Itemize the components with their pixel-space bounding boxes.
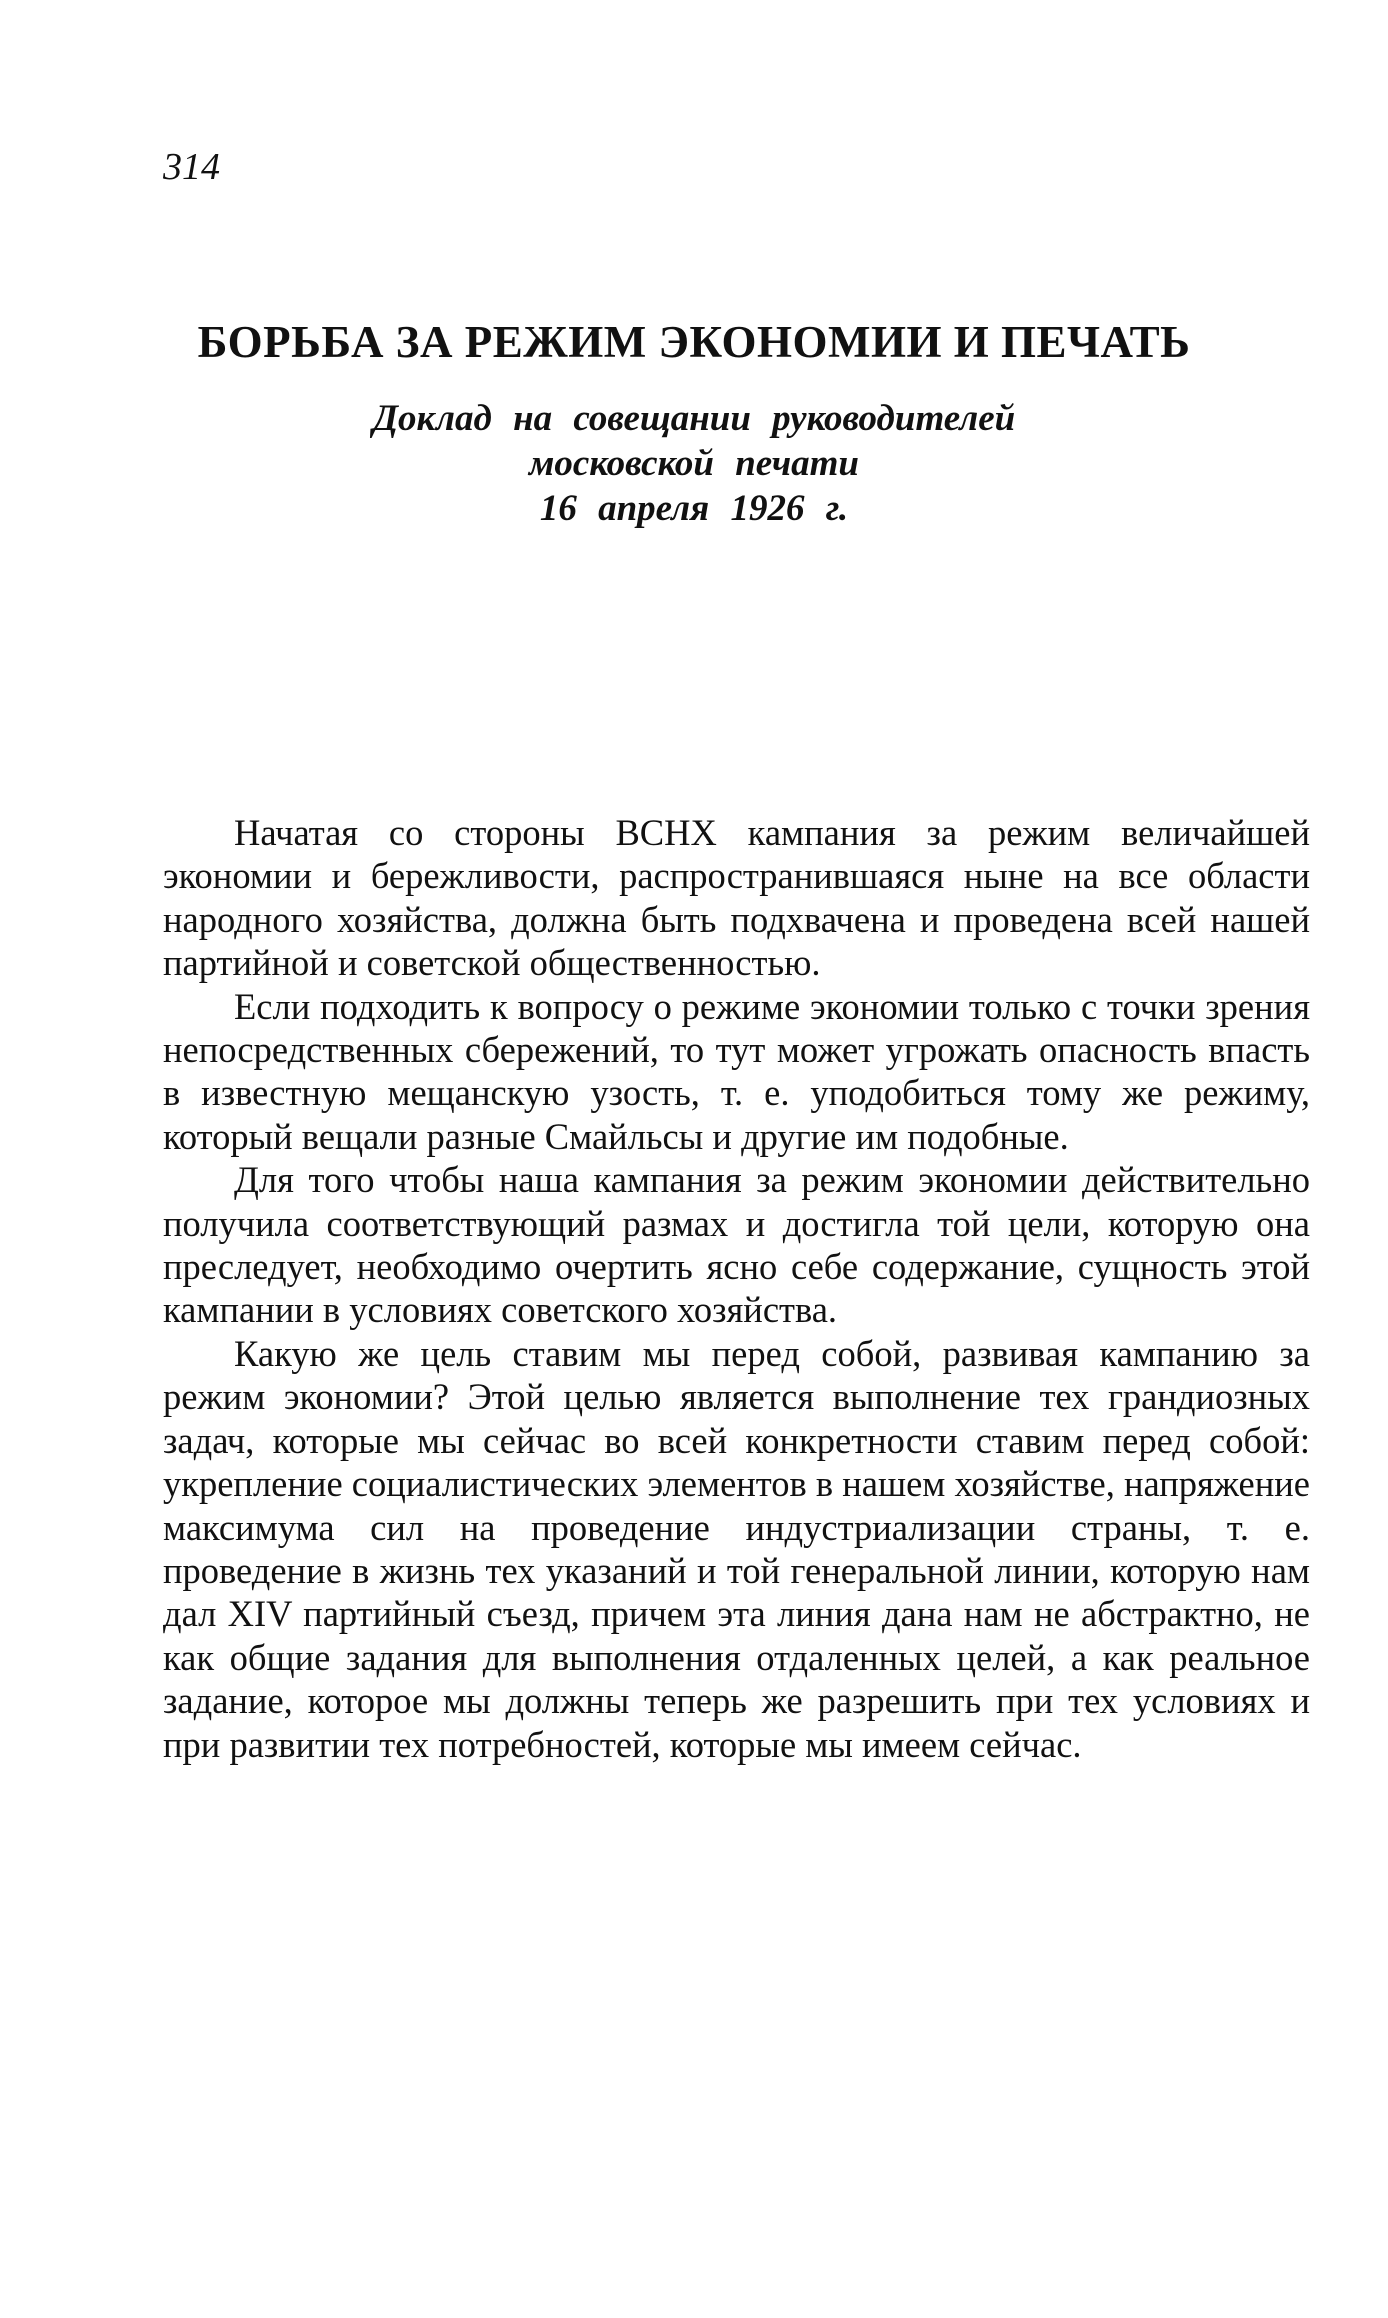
article-title: БОРЬБА ЗА РЕЖИМ ЭКОНОМИИ И ПЕЧАТЬ	[197, 317, 1191, 367]
article-subtitle	[0, 396, 1388, 531]
subtitle-line-2: московской печати	[528, 443, 860, 484]
subtitle-line-1: Доклад на совещании руководителей	[372, 398, 1016, 439]
paragraph-2: Если подходить к вопросу о режиме экономии только с точки зрения непосредственных сбережений, то тут может угрожать опасность впасть в известную мещанскую узость, т. е. уподобиться тому же режиму, который вещали разные Смайльсы и другие им подобные.	[163, 985, 1310, 1157]
subtitle-line-3: 16 апреля 1926 г.	[539, 488, 849, 529]
paragraph-1: Начатая со стороны ВСНХ кампания за режим величайшей экономии и бережливости, распространившаяся ныне на все области народного хозяйства, должна быть подхвачена и проведена всей нашей партийной и советской общественностью.	[163, 812, 1310, 984]
page-number: 314	[163, 146, 220, 188]
paragraph-4: Какую же цель ставим мы перед собой, развивая кампанию за режим экономии? Этой целью является выполнение тех грандиозных задач, которые мы сейчас во всей конкретности ставим перед собой: укрепление социалистических элементов в нашем хозяйстве, напряжение максимума сил на проведение индустриализации страны, т. е. проведение в жизнь тех указаний и той генеральной линии, которую нам дал XIV партийный съезд, причем эта линия дана нам не абстрактно, не как общие задания для выполнения отдаленных целей, а как реальное задание, которое мы должны теперь же разрешить при тех условиях и при развитии тех потребностей, которые мы имеем сейчас.	[163, 1332, 1311, 1765]
paragraph-3: Для того чтобы наша кампания за режим экономии действительно получила соответствующий размах и достигла той цели, которую она преследует, необходимо очертить ясно себе содержание, сущность этой кампании в условиях советского хозяйства.	[163, 1159, 1310, 1331]
article-body	[163, 811, 1310, 1766]
